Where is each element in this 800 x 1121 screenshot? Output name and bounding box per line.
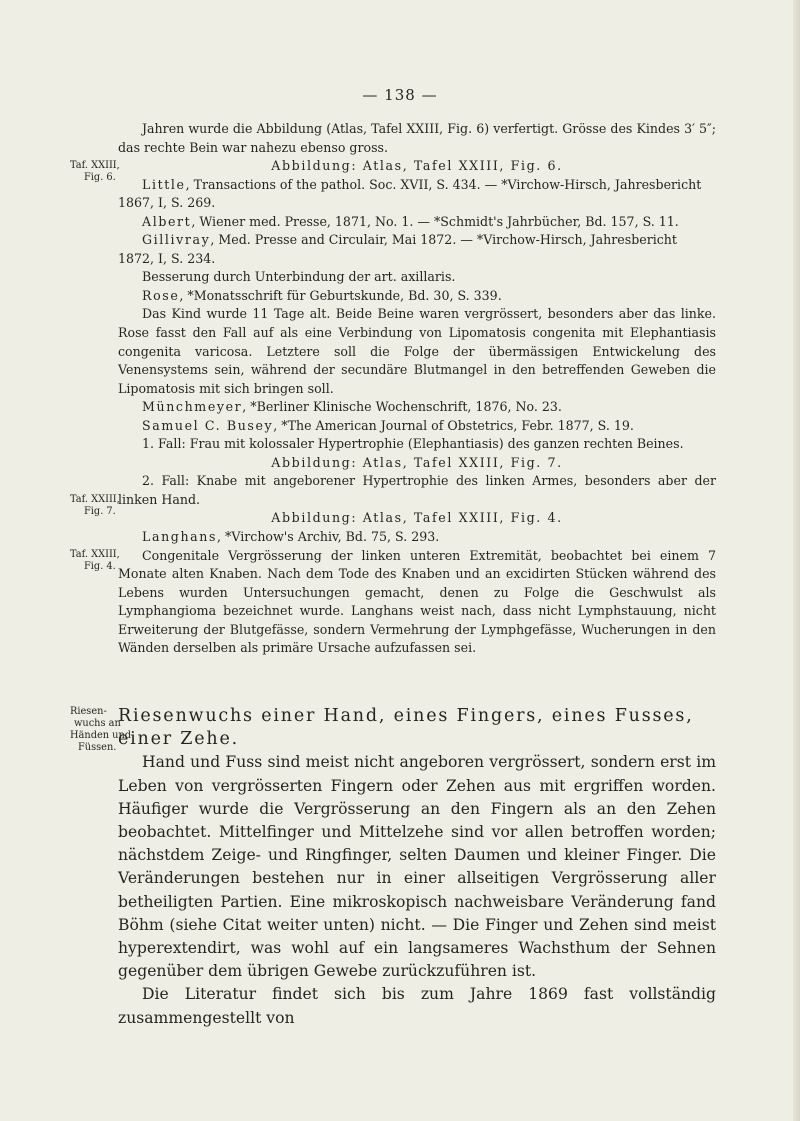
margin-note-line: Fig. 7. bbox=[84, 506, 116, 517]
paragraph-fall-1: 1. Fall: Frau mit kolossaler Hypertrophie (Elephantiasis) des ganzen rechten Beines. bbox=[142, 436, 684, 452]
figure-reference bbox=[118, 157, 716, 176]
figure-reference-text: Abbildung: Atlas, Tafel XXIII, Fig. 7. bbox=[271, 454, 563, 470]
large-text-body bbox=[118, 705, 716, 1030]
paragraph-fall-2: 2. Fall: Knabe mit angeborener Hypertrophie des linken Armes, besonders aber der linken Hand. bbox=[118, 473, 716, 507]
citation-text: , Transactions of the pathol. Soc. XVII, S. 434. — *Virchow-Hirsch, Jahresbericht 1867, I, S. 269. bbox=[118, 176, 702, 211]
paragraph-jahren: Jahren wurde die Abbildung (Atlas, Tafel XXIII, Fig. 6) verfertigt. Grösse des Kindes 3′ 5″; das rechte Bein war nahezu ebenso gross. bbox=[118, 121, 716, 155]
margin-note-line: Füssen. bbox=[78, 742, 117, 753]
citation-text: , Med. Presse and Circulair, Mai 1872. — *Virchow-Hirsch, Jahresbericht 1872, I, S. 234. bbox=[118, 232, 677, 266]
paragraph-besserung: Besserung durch Unterbindung der art. axillaris. bbox=[142, 269, 456, 285]
margin-note-line: Fig. 6. bbox=[84, 172, 116, 183]
margin-note-taf-xxiii-fig6 bbox=[70, 160, 120, 184]
margin-note-line: Taf. XXIII, bbox=[70, 160, 120, 171]
citation-albert bbox=[118, 213, 716, 232]
margin-note-taf-xxiii-fig7 bbox=[70, 494, 120, 518]
author-name: Albert bbox=[142, 213, 192, 229]
citation-text: , *Berliner Klinische Wochenschrift, 1876, No. 23. bbox=[242, 399, 562, 415]
section-heading: Riesenwuchs einer Hand, eines Fingers, eines Fusses, einer Zehe. bbox=[118, 706, 694, 750]
figure-reference-text: Abbildung: Atlas, Tafel XXIII, Fig. 4. bbox=[271, 510, 563, 526]
citation-busey bbox=[118, 417, 716, 436]
margin-note-line: Händen und bbox=[70, 730, 132, 741]
margin-note-line: wuchs an bbox=[74, 718, 121, 729]
margin-note-line: Fig. 4. bbox=[84, 561, 116, 572]
author-name: Gillivray bbox=[142, 232, 211, 248]
citation-muenchmeyer bbox=[118, 398, 716, 417]
citation-langhans bbox=[118, 528, 716, 547]
margin-note-line: Taf. XXIII, bbox=[70, 494, 120, 505]
figure-reference bbox=[118, 454, 716, 473]
author-name: Samuel C. Busey bbox=[142, 417, 274, 433]
citation-text: , *Virchow's Archiv, Bd. 75, S. 293. bbox=[217, 529, 440, 545]
paragraph-kind: Das Kind wurde 11 Tage alt. Beide Beine waren vergrössert, besonders aber das linke. Rose fasst den Fall auf als eine Verbindung von Lipomatosis congenita mit Elephantiasis congenita varicosa. Letztere soll die Folge der übermässigen Entwickelung des Venensystems sein, während der secundäre Blutmangel in den betreffenden Geweben die Lipomatosis mit sich bringen soll. bbox=[118, 306, 716, 396]
figure-reference-text: Abbildung: Atlas, Tafel XXIII, Fig. 6. bbox=[271, 158, 563, 174]
citation-rose bbox=[118, 287, 716, 306]
figure-reference bbox=[118, 509, 716, 528]
paragraph-congenitale: Congenitale Vergrösserung der linken unteren Extremität, beobachtet bei einem 7 Monate alten Knaben. Nach dem Tode des Knaben und an excidirten Stücken während des Lebens wurden Untersuchungen gemacht, denen zu Folge die Geschwulst als Lymphangioma bezeichnet wurde. Langhans weist nach, dass nicht Lymphstauung, nicht Erweiterung der Blutgefässe, sondern Vermehrung der Lymphgefässe, Wucherungen in den Wänden derselben als primäre Ursache aufzufassen sei. bbox=[118, 547, 716, 656]
paragraph-literatur: Die Literatur findet sich bis zum Jahre 1869 fast vollständig zusammengestellt von bbox=[118, 985, 716, 1027]
page-number: — 138 — bbox=[362, 86, 438, 104]
citation-text: , *Monatsschrift für Geburtskunde, Bd. 30, S. 339. bbox=[179, 287, 502, 303]
citation-text: , *The American Journal of Obstetrics, Febr. 1877, S. 19. bbox=[273, 417, 634, 433]
author-name: Münchmeyer bbox=[142, 399, 243, 415]
author-name: Langhans bbox=[142, 529, 218, 545]
citation-text: , Wiener med. Presse, 1871, No. 1. — *Schmidt's Jahrbücher, Bd. 157, S. 11. bbox=[191, 213, 679, 229]
margin-note-line: Riesen- bbox=[70, 706, 107, 717]
margin-note-line: Taf. XXIII, bbox=[70, 549, 120, 560]
citation-gillivray bbox=[118, 231, 716, 268]
page-edge bbox=[793, 0, 800, 1121]
author-name: Rose bbox=[142, 287, 180, 303]
paragraph-hand-fuss: Hand und Fuss sind meist nicht angeboren vergrössert, sondern erst im Leben von vergrösserten Fingern oder Zehen aus mit ergriffen worden. Häufiger wurde die Vergrösserung an den Fingern als an den Zehen beobachtet. Mittelfinger und Mittelzehe sind vor allen betroffen worden; nächstdem Zeige- und Ringfinger, selten Daumen und kleiner Finger. Die Veränderungen bestehen nur in einer allseitigen Vergrösserung aller betheiligten Partien. Eine mikroskopisch nachweisbare Veränderung fand Böhm (siehe Citat weiter unten) nicht. — Die Finger und Zehen sind meist hyperextendirt, was wohl auf ein langsameres Wachsthum der Sehnen gegenüber dem übrigen Gewebe zurückzuführen ist. bbox=[118, 753, 716, 981]
margin-note-taf-xxiii-fig4 bbox=[70, 549, 120, 573]
author-name: Little bbox=[142, 176, 186, 192]
citation-little bbox=[118, 176, 716, 213]
small-text-body bbox=[118, 120, 716, 658]
